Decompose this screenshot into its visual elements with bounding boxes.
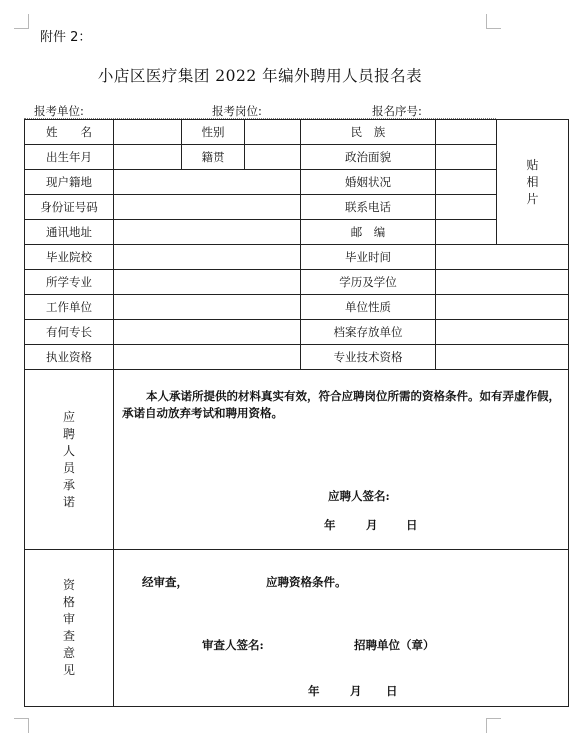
marital-status-value[interactable] <box>436 170 497 195</box>
grad-time-label: 毕业时间 <box>301 245 436 270</box>
license-value[interactable] <box>114 345 301 370</box>
corner-mark-top-right <box>486 14 501 29</box>
major-label: 所学专业 <box>25 270 114 295</box>
ethnicity-label: 民 族 <box>301 120 436 145</box>
name-value[interactable] <box>114 120 182 145</box>
tech-qualification-value[interactable] <box>436 345 569 370</box>
political-status-value[interactable] <box>436 145 497 170</box>
review-month: 月 <box>350 684 362 698</box>
work-unit-value[interactable] <box>114 295 301 320</box>
position-label: 报考岗位: <box>212 104 262 118</box>
native-place-value[interactable] <box>245 145 301 170</box>
phone-value[interactable] <box>436 195 497 220</box>
attachment-label: 附件 2： <box>40 30 92 45</box>
registration-form <box>24 119 569 707</box>
specialty-label: 有何专长 <box>25 320 114 345</box>
household-value[interactable] <box>114 170 301 195</box>
phone-label: 联系电话 <box>301 195 436 220</box>
marital-status-label: 婚姻状况 <box>301 170 436 195</box>
school-value[interactable] <box>114 245 301 270</box>
gender-label: 性别 <box>182 120 245 145</box>
address-value[interactable] <box>114 220 301 245</box>
degree-value[interactable] <box>436 270 569 295</box>
name-label: 姓 名 <box>25 120 114 145</box>
archive-unit-value[interactable] <box>436 320 569 345</box>
review-day: 日 <box>386 684 398 698</box>
id-number-value[interactable] <box>114 195 301 220</box>
review-checked-text: 经审查， <box>142 575 188 589</box>
grad-time-value[interactable] <box>436 245 569 270</box>
postcode-label: 邮 编 <box>301 220 436 245</box>
major-value[interactable] <box>114 270 301 295</box>
degree-label: 学历及学位 <box>301 270 436 295</box>
applicant-signature-label: 应聘人签名: <box>328 489 390 503</box>
id-number-label: 身份证号码 <box>25 195 114 220</box>
serial-label: 报名序号: <box>372 104 422 118</box>
native-place-label: 籍贯 <box>182 145 245 170</box>
corner-mark-bottom-left <box>14 718 29 733</box>
household-label: 现户籍地 <box>25 170 114 195</box>
specialty-value[interactable] <box>114 320 301 345</box>
school-label: 毕业院校 <box>25 245 114 270</box>
ethnicity-value[interactable] <box>436 120 497 145</box>
commitment-text: 本人承诺所提供的材料真实有效，符合应聘岗位所需的资格条件。如有弄虚作假，承诺自动放弃考试和聘用资格。 <box>122 389 560 420</box>
work-unit-label: 工作单位 <box>25 295 114 320</box>
commitment-cell[interactable] <box>114 370 569 550</box>
reviewer-signature-label: 审查人签名: <box>202 638 264 652</box>
archive-unit-label: 档案存放单位 <box>301 320 436 345</box>
unit-nature-label: 单位性质 <box>301 295 436 320</box>
review-cell[interactable] <box>114 550 569 707</box>
review-condition-text: 应聘资格条件。 <box>266 575 347 589</box>
birth-value[interactable] <box>114 145 182 170</box>
corner-mark-bottom-right <box>486 718 501 733</box>
political-status-label: 政治面貌 <box>301 145 436 170</box>
commitment-day: 日 <box>406 518 418 532</box>
commitment-year: 年 <box>324 518 336 532</box>
photo-box[interactable]: 贴 相 片 <box>497 120 569 245</box>
license-label: 执业资格 <box>25 345 114 370</box>
employer-seal-label: 招聘单位（章） <box>354 638 435 652</box>
tech-qualification-label: 专业技术资格 <box>301 345 436 370</box>
unit-nature-value[interactable] <box>436 295 569 320</box>
address-label: 通讯地址 <box>25 220 114 245</box>
corner-mark-top-left <box>14 14 29 29</box>
commitment-month: 月 <box>366 518 378 532</box>
review-year: 年 <box>308 684 320 698</box>
birth-label: 出生年月 <box>25 145 114 170</box>
commitment-label: 应 聘 人 员 承 诺 <box>25 370 114 550</box>
page-title: 小店区医疗集团 2022 年编外聘用人员报名表 <box>97 67 423 85</box>
gender-value[interactable] <box>245 120 301 145</box>
review-label: 资 格 审 查 意 见 <box>25 550 114 707</box>
unit-label: 报考单位: <box>34 104 84 118</box>
postcode-value[interactable] <box>436 220 497 245</box>
